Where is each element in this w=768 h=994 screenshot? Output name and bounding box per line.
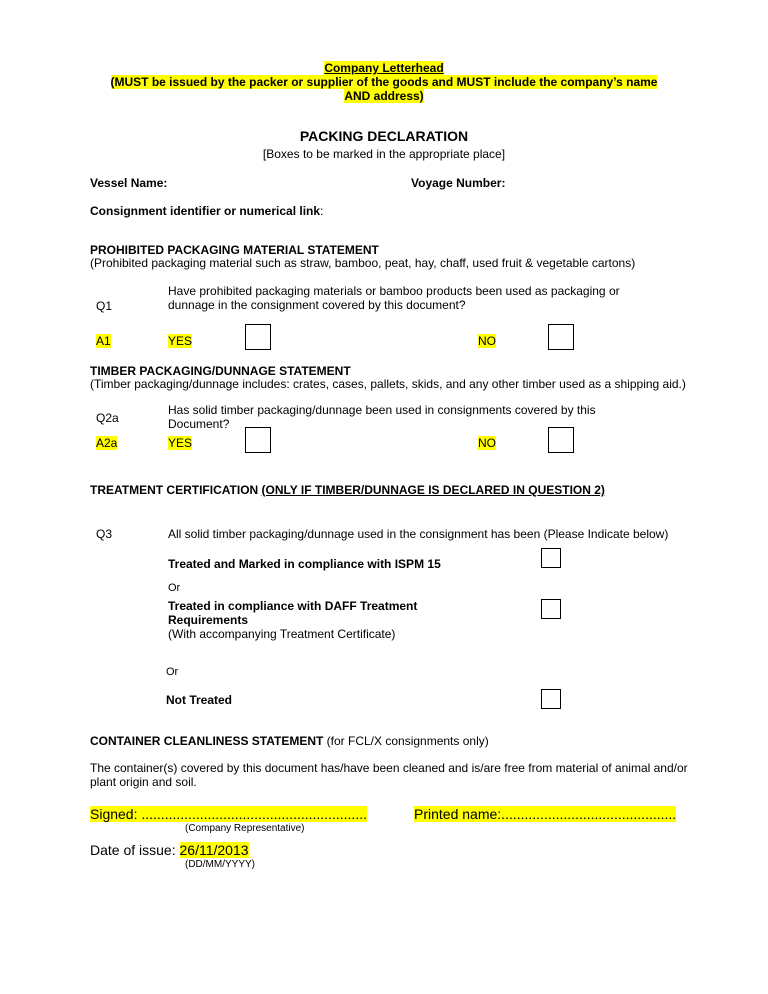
page-subtitle: [Boxes to be marked in the appropriate place] [262,147,506,161]
or-label-2: Or [166,666,179,678]
option-ispm15-checkbox[interactable] [541,548,561,568]
date-of-issue: Date of issue: 26/11/2013 [90,842,249,858]
treatment-heading: TREATMENT CERTIFICATION (ONLY IF TIMBER/DUNNAGE IS DECLARED IN QUESTION 2) [90,483,605,497]
q3-label: Q3 [96,527,113,541]
cleanliness-heading: CONTAINER CLEANLINESS STATEMENT (for FCL/X consignments only) [90,734,489,748]
q2a-label: Q2a [96,411,119,425]
or-label-1: Or [168,582,181,594]
prohibited-note: (Prohibited packaging material such as straw, bamboo, peat, hay, chaff, used fruit & vegetable cartons) [90,256,636,270]
date-value[interactable]: 26/11/2013 [179,842,249,858]
signed-field[interactable]: Signed: .......................................................... [90,806,367,822]
letterhead-line1: (MUST be issued by the packer or supplier of the goods and MUST include the company’s name [110,75,658,89]
option-daff-label: Treated in compliance with DAFF Treatment Requirements (With accompanying Treatment Certificate) [168,599,418,641]
timber-note: (Timber packaging/dunnage includes: crates, cases, pallets, skids, and any other timber used as a shipping aid.) [90,377,686,391]
cleanliness-text: The container(s) covered by this document has/have been cleaned and is/are free from material of animal and/or plant origin and soil. [90,761,688,789]
consignment-identifier-label: Consignment identifier or numerical link: [90,204,324,218]
option-daff-checkbox[interactable] [541,599,561,619]
vessel-name-label: Vessel Name: [90,176,168,190]
a2a-no-checkbox[interactable] [548,427,574,453]
letterhead-title: Company Letterhead [324,61,444,75]
prohibited-heading: PROHIBITED PACKAGING MATERIAL STATEMENT [90,243,379,257]
q1-label: Q1 [96,299,113,313]
signed-note: (Company Representative) [185,823,305,834]
date-format-note: (DD/MM/YYYY) [185,859,255,870]
letterhead-line2: AND address) [344,89,424,103]
a2a-no-label: NO [478,436,496,450]
a2a-yes-label: YES [168,436,193,450]
a1-no-checkbox[interactable] [548,324,574,350]
q2a-question: Has solid timber packaging/dunnage been used in consignments covered by this Document? [168,403,596,431]
a1-yes-checkbox[interactable] [245,324,271,350]
a2a-yes-checkbox[interactable] [245,427,271,453]
option-not-treated-checkbox[interactable] [541,689,561,709]
option-not-treated-label: Not Treated [166,693,233,707]
a1-yes-label: YES [168,334,193,348]
option-ispm15-label: Treated and Marked in compliance with ISPM 15 [168,557,441,571]
a1-label: A1 [96,334,111,348]
letterhead [0,61,768,103]
q3-question: All solid timber packaging/dunnage used in the consignment has been (Please Indicate below) [168,527,669,541]
a1-no-label: NO [478,334,496,348]
page-title: PACKING DECLARATION [299,128,469,144]
voyage-number-label: Voyage Number: [411,176,506,190]
a2a-label: A2a [96,436,118,450]
printed-name-field[interactable]: Printed name:............................................. [414,806,677,822]
timber-heading: TIMBER PACKAGING/DUNNAGE STATEMENT [90,364,351,378]
q1-question: Have prohibited packaging materials or bamboo products been used as packaging or dunnage in the consignment covered by this document? [168,284,620,312]
